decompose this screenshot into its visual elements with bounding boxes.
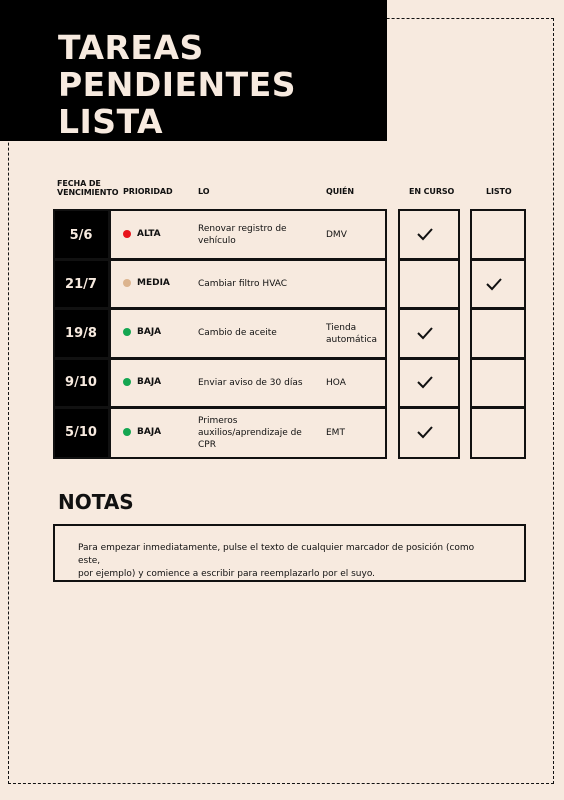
- divider: [398, 258, 460, 261]
- priority-dot-icon: [123, 428, 131, 436]
- divider: [470, 258, 526, 261]
- divider: [53, 307, 387, 310]
- check-icon[interactable]: [417, 227, 433, 241]
- title-line-2: PENDIENTES: [58, 65, 296, 104]
- check-icon[interactable]: [417, 425, 433, 439]
- header-prioridad: PRIORIDAD: [123, 187, 173, 196]
- divider: [398, 357, 460, 360]
- priority-label: BAJA: [137, 377, 162, 387]
- header-fecha: FECHA DE VENCIMIENTO: [57, 179, 119, 197]
- divider: [53, 258, 387, 261]
- divider: [53, 357, 387, 360]
- priority-label: ALTA: [137, 229, 161, 239]
- title-line-1: TAREAS: [58, 28, 204, 67]
- due-date: 19/8: [65, 326, 97, 341]
- divider: [53, 406, 387, 409]
- assignee: EMT: [326, 428, 345, 438]
- priority-label: MEDIA: [137, 278, 170, 288]
- notes-text[interactable]: Para empezar inmediatamente, pulse el texto de cualquier marcador de posición (como este, por ejemplo) y comience a escribir para reemplazarlo por el suyo.: [78, 543, 475, 579]
- due-date: 5/10: [65, 425, 97, 440]
- priority-dot-icon: [123, 378, 131, 386]
- task-text[interactable]: Enviar aviso de 30 días: [198, 378, 303, 388]
- task-text[interactable]: Primeros auxilios/aprendizaje de CPR: [198, 416, 302, 450]
- divider: [470, 307, 526, 310]
- header-lo: LO: [198, 187, 210, 196]
- due-date: 5/6: [69, 228, 93, 243]
- check-icon[interactable]: [417, 375, 433, 389]
- header-en-curso: EN CURSO: [409, 187, 455, 196]
- priority-dot-icon: [123, 279, 131, 287]
- assignee: HOA: [326, 378, 346, 388]
- divider: [470, 357, 526, 360]
- due-date: 9/10: [65, 375, 97, 390]
- task-text[interactable]: Cambio de aceite: [198, 328, 277, 338]
- divider: [398, 406, 460, 409]
- task-text[interactable]: Renovar registro de vehículo: [198, 224, 287, 246]
- priority-label: BAJA: [137, 427, 162, 437]
- title-block: [0, 0, 387, 141]
- header-listo: LISTO: [486, 187, 512, 196]
- priority-dot-icon: [123, 230, 131, 238]
- priority-label: BAJA: [137, 327, 162, 337]
- due-date: 21/7: [65, 277, 97, 292]
- listo-column: [470, 209, 526, 459]
- task-text[interactable]: Cambiar filtro HVAC: [198, 279, 288, 289]
- assignee: DMV: [326, 230, 347, 240]
- title-line-3: LISTA: [58, 102, 164, 141]
- notes-title: NOTAS: [58, 490, 134, 514]
- check-icon[interactable]: [417, 326, 433, 340]
- header-quien: QUIÉN: [326, 187, 354, 196]
- assignee: Tienda automática: [326, 323, 378, 345]
- divider: [470, 406, 526, 409]
- divider: [398, 307, 460, 310]
- priority-dot-icon: [123, 328, 131, 336]
- check-icon[interactable]: [486, 277, 502, 291]
